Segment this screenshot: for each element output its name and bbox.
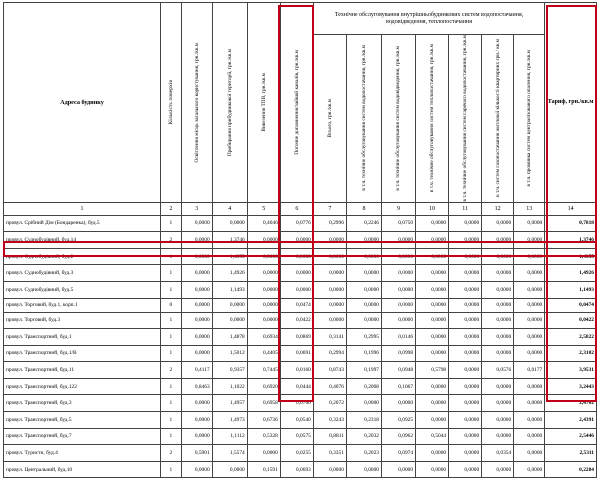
value-cell: 0,0540 [280,412,313,429]
table-row [4,345,597,362]
value-cell: 0,2008 [346,378,381,395]
value-cell: 0,0000 [514,312,545,329]
floors-cell: 2 [161,445,182,462]
value-cell: 0,0000 [416,461,449,478]
value-cell: 0,0000 [181,298,212,312]
value-cell: 0,0444 [280,378,313,395]
value-cell: 0,0000 [416,412,449,429]
value-cell: 0,0000 [280,248,313,265]
value-cell: 0,0422 [280,312,313,329]
value-cell: 0,0000 [212,298,247,312]
address-cell: провул. Суднобудівний, буд.5 [4,281,161,298]
value-cell: 0,0000 [514,298,545,312]
value-cell: 1,1493 [212,281,247,298]
value-cell: 0,0000 [449,345,482,362]
table-row [4,362,597,379]
value-cell: 0,0000 [449,378,482,395]
value-cell: 0,5044 [416,428,449,445]
table-row [4,329,597,346]
value-cell: 0,0255 [280,445,313,462]
value-cell: 0,0000 [416,395,449,412]
floors-cell: 1 [161,412,182,429]
value-cell: 0,0000 [181,461,212,478]
column-number: 4 [212,202,247,215]
value-cell: 0,1996 [346,345,381,362]
value-cell: 0,0000 [181,395,212,412]
value-cell: 0,0000 [247,248,280,265]
value-cell: 0,8811 [313,428,346,445]
floors-cell: 2 [161,362,182,379]
address-cell: провул. Суднобудівний, буд.2 [4,248,161,265]
value-cell: 0,6920 [247,378,280,395]
value-cell: 0,0000 [181,345,212,362]
value-cell: 0,0000 [482,215,514,232]
value-cell: 0,0000 [181,428,212,445]
header-total: Всього, грн./кв.м [313,35,346,203]
column-number: 5 [247,202,280,215]
value-cell: 0,0000 [313,232,346,249]
address-cell: провул. Транспортний, буд.1 [4,329,161,346]
column-number: 11 [449,202,482,215]
value-cell: 0,9357 [212,362,247,379]
value-cell: 0,3243 [313,412,346,429]
table-row [4,378,597,395]
value-cell: 0,2996 [313,215,346,232]
value-cell: 0,0000 [346,281,381,298]
value-cell: 0,0000 [346,232,381,249]
value-cell: 0,0000 [449,248,482,265]
value-cell: 0,0000 [514,412,545,429]
value-cell: 0,0000 [482,232,514,249]
value-cell: 0,0000 [449,461,482,478]
floors-cell: 1 [161,345,182,362]
floors-cell: 1 [161,265,182,282]
address-cell: провул. Торговий, буд.3 [4,312,161,329]
value-cell: 0,2023 [346,445,381,462]
floors-cell: 1 [161,312,182,329]
value-cell: 0,0000 [247,232,280,249]
value-cell: 0,0000 [280,281,313,298]
column-number: 14 [545,202,597,215]
value-cell: 0,0000 [482,345,514,362]
value-cell: 0,0974 [382,445,416,462]
column-number: 12 [482,202,514,215]
value-cell: 0,0000 [449,412,482,429]
value-cell: 0,0000 [181,329,212,346]
floors-cell: 1 [161,461,182,478]
value-cell: 0,0000 [212,215,247,232]
value-cell: 0,0000 [482,378,514,395]
value-cell: 1,5574 [212,445,247,462]
value-cell: 0,0000 [416,215,449,232]
value-cell: 0,0000 [313,248,346,265]
value-cell: 0,3141 [313,329,346,346]
value-cell: 0,0000 [346,265,381,282]
value-cell: 0,0000 [514,461,545,478]
value-cell: 0,0000 [514,395,545,412]
value-cell: 0,0000 [449,445,482,462]
header-hot-water: в т.ч. технічне обслуговування систем гарячого водопостачання, грн./кв.м [449,35,482,203]
value-cell: 0,0000 [416,281,449,298]
address-cell: провул. Центральний, буд.10 [4,461,161,478]
header-yard-cleaning: Прибирання прибудинкової території, грн./кв.м [212,3,247,203]
value-cell: 1,1112 [212,428,247,445]
value-cell: 0,0000 [382,298,416,312]
value-cell: 0,0925 [382,412,416,429]
value-cell: 0,0000 [382,248,416,265]
value-cell: 1,4926 [212,265,247,282]
value-cell: 0,0691 [280,345,313,362]
address-cell: провул. Суднобудівний, буд.3 [4,265,161,282]
floors-cell: 1 [161,281,182,298]
table-row [4,412,597,429]
value-cell: 0,2318 [346,412,381,429]
value-cell: 0,2994 [313,345,346,362]
value-cell: 0,0000 [382,281,416,298]
value-cell: 0,5901 [181,445,212,462]
value-cell: 0,0000 [482,412,514,429]
column-number: 7 [313,202,346,215]
header-heating: в т.ч. технічне обслуговування систем теплопостачання, грн./кв.м [416,35,449,203]
column-number: 2 [161,202,182,215]
value-cell: 0,0000 [181,232,212,249]
table-row [4,445,597,462]
tariff-cell: 2,4702 [545,395,597,412]
value-cell: 0,8743 [313,362,346,379]
value-cell: 0,0693 [280,461,313,478]
value-cell: 0,0000 [482,265,514,282]
value-cell: 0,0000 [514,248,545,265]
tariff-cell: 2,3102 [545,345,597,362]
value-cell: 0,0000 [449,362,482,379]
value-cell: 0,6934 [247,329,280,346]
floors-cell: 2 [161,232,182,249]
tariff-cell: 2,5446 [545,428,597,445]
value-cell: 0,0000 [514,445,545,462]
value-cell: 0,0000 [482,298,514,312]
address-cell: провул. Транспортний, буд.122 [4,378,161,395]
value-cell: 0,1997 [346,362,381,379]
value-cell: 0,0000 [514,378,545,395]
value-cell: 1,4955 [212,248,247,265]
value-cell: 0,0000 [313,281,346,298]
value-cell: 0,0000 [280,232,313,249]
tariff-cell: 1,4926 [545,265,597,282]
value-cell: 0,0000 [482,248,514,265]
tariff-cell: 0,0474 [545,298,597,312]
value-cell: 0,0000 [482,395,514,412]
table-row [4,298,597,312]
value-cell: 0,0354 [482,445,514,462]
tariff-cell: 1,3746 [545,232,597,249]
value-cell: 1,1022 [212,378,247,395]
value-cell: 0,2995 [346,329,381,346]
floors-cell: 1 [161,428,182,445]
value-cell: 0,0760 [280,395,313,412]
table-row [4,215,597,232]
value-cell: 0,0000 [514,232,545,249]
table-row [4,312,597,329]
value-cell: 0,0146 [382,329,416,346]
address-cell: провул. Суднобудівний, буд.14 [4,232,161,249]
value-cell: 0,0000 [382,232,416,249]
column-number: 13 [514,202,545,215]
address-cell: провул. Транспортний, буд.1/В [4,345,161,362]
header-water-supply: в т.ч. технічне обслуговування систем водопостачання, грн./кв.м [346,35,381,203]
value-cell: 0,0160 [280,362,313,379]
value-cell: 0,1067 [382,378,416,395]
value-cell: 0,0000 [449,329,482,346]
value-cell: 0,0000 [247,265,280,282]
tariff-cell: 1,1493 [545,281,597,298]
column-number: 6 [280,202,313,215]
value-cell: 0,0000 [382,312,416,329]
address-cell: провул. Транспортний, буд.5 [4,412,161,429]
tariff-cell: 2,5311 [545,445,597,462]
value-cell: 0,0000 [212,461,247,478]
floors-cell: 1 [161,329,182,346]
floors-cell: 1 [161,378,182,395]
header-waste-removal: Вивезення ТПВ, грн./кв.м [247,3,280,203]
table-row [4,232,597,249]
value-cell: 0,0000 [181,265,212,282]
tariff-cell: 0,2284 [545,461,597,478]
tariff-cell: 0,7818 [545,215,597,232]
table-row [4,265,597,282]
value-cell: 0,0869 [280,329,313,346]
floors-cell: 0 [161,298,182,312]
value-cell: 0,0000 [482,281,514,298]
value-cell: 0,0000 [416,445,449,462]
value-cell: 0,0000 [449,215,482,232]
value-cell: 0,0000 [416,248,449,265]
value-cell: 0,0000 [313,265,346,282]
value-cell: 0,0000 [449,312,482,329]
value-cell: 0,5328 [247,428,280,445]
floors-cell: 1 [161,215,182,232]
table-row [4,461,597,478]
value-cell: 0,0000 [313,461,346,478]
value-cell: 0,0000 [313,312,346,329]
value-cell: 0,0000 [313,298,346,312]
value-cell: 0,0177 [514,362,545,379]
value-cell: 0,0000 [247,298,280,312]
value-cell: 0,0000 [514,345,545,362]
value-cell: 0,0962 [382,428,416,445]
header-tariff: Тариф, грн./кв.м [545,3,597,203]
value-cell: 0,0776 [280,215,313,232]
column-number: 8 [346,202,381,215]
table-row [4,395,597,412]
value-cell: 0,0000 [181,248,212,265]
value-cell: 0,0576 [482,362,514,379]
value-cell: 0,0000 [482,461,514,478]
value-cell: 0,8463 [181,378,212,395]
value-cell: 0,0000 [514,428,545,445]
value-cell: 0,0000 [181,215,212,232]
value-cell: 0,0000 [416,232,449,249]
value-cell: 0,0998 [382,345,416,362]
value-cell: 0,0000 [449,428,482,445]
value-cell: 0,2072 [313,395,346,412]
value-cell: 0,0000 [514,215,545,232]
value-cell: 0,0000 [482,329,514,346]
table-row [4,248,597,265]
tariff-cell: 3,2443 [545,378,597,395]
floors-cell: 1 [161,395,182,412]
value-cell: 0,0000 [449,395,482,412]
column-number: 3 [181,202,212,215]
value-cell: 0,0000 [514,281,545,298]
value-cell: 0,0000 [449,232,482,249]
value-cell: 0,0000 [416,298,449,312]
value-cell: 0,0000 [449,298,482,312]
tariff-cell: 2,5822 [545,329,597,346]
value-cell: 0,6958 [247,395,280,412]
value-cell: 0,2032 [346,428,381,445]
address-cell: провул. Торговий, буд.1, корп.1 [4,298,161,312]
value-cell: 0,6736 [247,412,280,429]
value-cell: 0,0000 [416,378,449,395]
header-address: Адреса будинку [4,3,161,203]
value-cell: 0,0000 [247,312,280,329]
value-cell: 0,0000 [449,265,482,282]
tariff-cell: 3,9531 [545,362,597,379]
value-cell: 0,0000 [482,428,514,445]
value-cell: 0,0000 [382,461,416,478]
value-cell: 0,0000 [247,281,280,298]
column-number: 1 [4,202,161,215]
value-cell: 0,0575 [280,428,313,445]
floors-cell: 1 [161,248,182,265]
value-cell: 0,5798 [416,362,449,379]
value-cell: 0,0948 [382,362,416,379]
value-cell: 0,1591 [247,461,280,478]
header-gas: в т.ч. систем газопостачання житлової кількості квартирних грн./ кв.м [482,35,514,203]
value-cell: 0,0000 [181,281,212,298]
tariff-table [3,2,597,478]
column-number-row [4,202,597,215]
value-cell: 0,0000 [416,265,449,282]
value-cell: 1,4878 [212,329,247,346]
value-cell: 0,0000 [514,329,545,346]
value-cell: 0,0000 [280,265,313,282]
value-cell: 1,4957 [212,395,247,412]
value-cell: 0,4405 [247,345,280,362]
address-cell: провул. Транспортний, буд.11 [4,362,161,379]
column-number: 9 [382,202,416,215]
header-maintenance-group: Технічне обслуговування внутрішньобудинкових систем водопостачання, водовідведення, теплопостачання [313,3,544,35]
value-cell: 0,0000 [514,265,545,282]
address-cell: провул. Транспортний, буд.7 [4,428,161,445]
value-cell: 1,4973 [212,412,247,429]
tariff-cell: 0,0422 [545,312,597,329]
value-cell: 0,0000 [382,395,416,412]
value-cell: 0,0000 [181,412,212,429]
value-cell: 0,0000 [346,248,381,265]
value-cell: 1,5012 [212,345,247,362]
column-number: 10 [416,202,449,215]
value-cell: 1,3746 [212,232,247,249]
value-cell: 0,0000 [346,461,381,478]
value-cell: 0,0000 [346,395,381,412]
header-floors: Кількість поверхів [161,3,182,203]
value-cell: 0,4046 [247,215,280,232]
header-channels: Поточне доповнення/зайвий каналів, грн./кв.м [280,3,313,203]
header-flushing: в т.ч. промивка систем централізованого опалення, грн./кв.м [514,35,545,203]
value-cell: 0,2246 [346,215,381,232]
address-cell: провул. Туристи, буд.4 [4,445,161,462]
value-cell: 0,0000 [212,312,247,329]
address-cell: провул. Срібний Дім (Бондаренка), буд.5 [4,215,161,232]
value-cell: 0,0000 [416,329,449,346]
header-drainage: в т.ч. технічне обслуговування систем водовідведення, грн./кв.м [382,35,416,203]
value-cell: 0,0000 [382,265,416,282]
value-cell: 0,3351 [313,445,346,462]
table-row [4,281,597,298]
address-cell: провул. Транспортний, буд.3 [4,395,161,412]
value-cell: 0,0000 [181,312,212,329]
value-cell: 0,0000 [449,281,482,298]
table-row [4,428,597,445]
value-cell: 0,0000 [482,312,514,329]
header-lighting: Освітлення місць загального користування, грн./кв.м [181,3,212,203]
value-cell: 0,7445 [247,362,280,379]
value-cell: 0,0000 [346,312,381,329]
value-cell: 0,4076 [313,378,346,395]
value-cell: 0,0000 [247,445,280,462]
tariff-cell: 1,4955 [545,248,597,265]
value-cell: 0,0474 [280,298,313,312]
value-cell: 0,0000 [416,312,449,329]
value-cell: 0,0000 [416,345,449,362]
value-cell: 0,0750 [382,215,416,232]
value-cell: 0,4117 [181,362,212,379]
tariff-cell: 2,4391 [545,412,597,429]
value-cell: 0,0000 [346,298,381,312]
